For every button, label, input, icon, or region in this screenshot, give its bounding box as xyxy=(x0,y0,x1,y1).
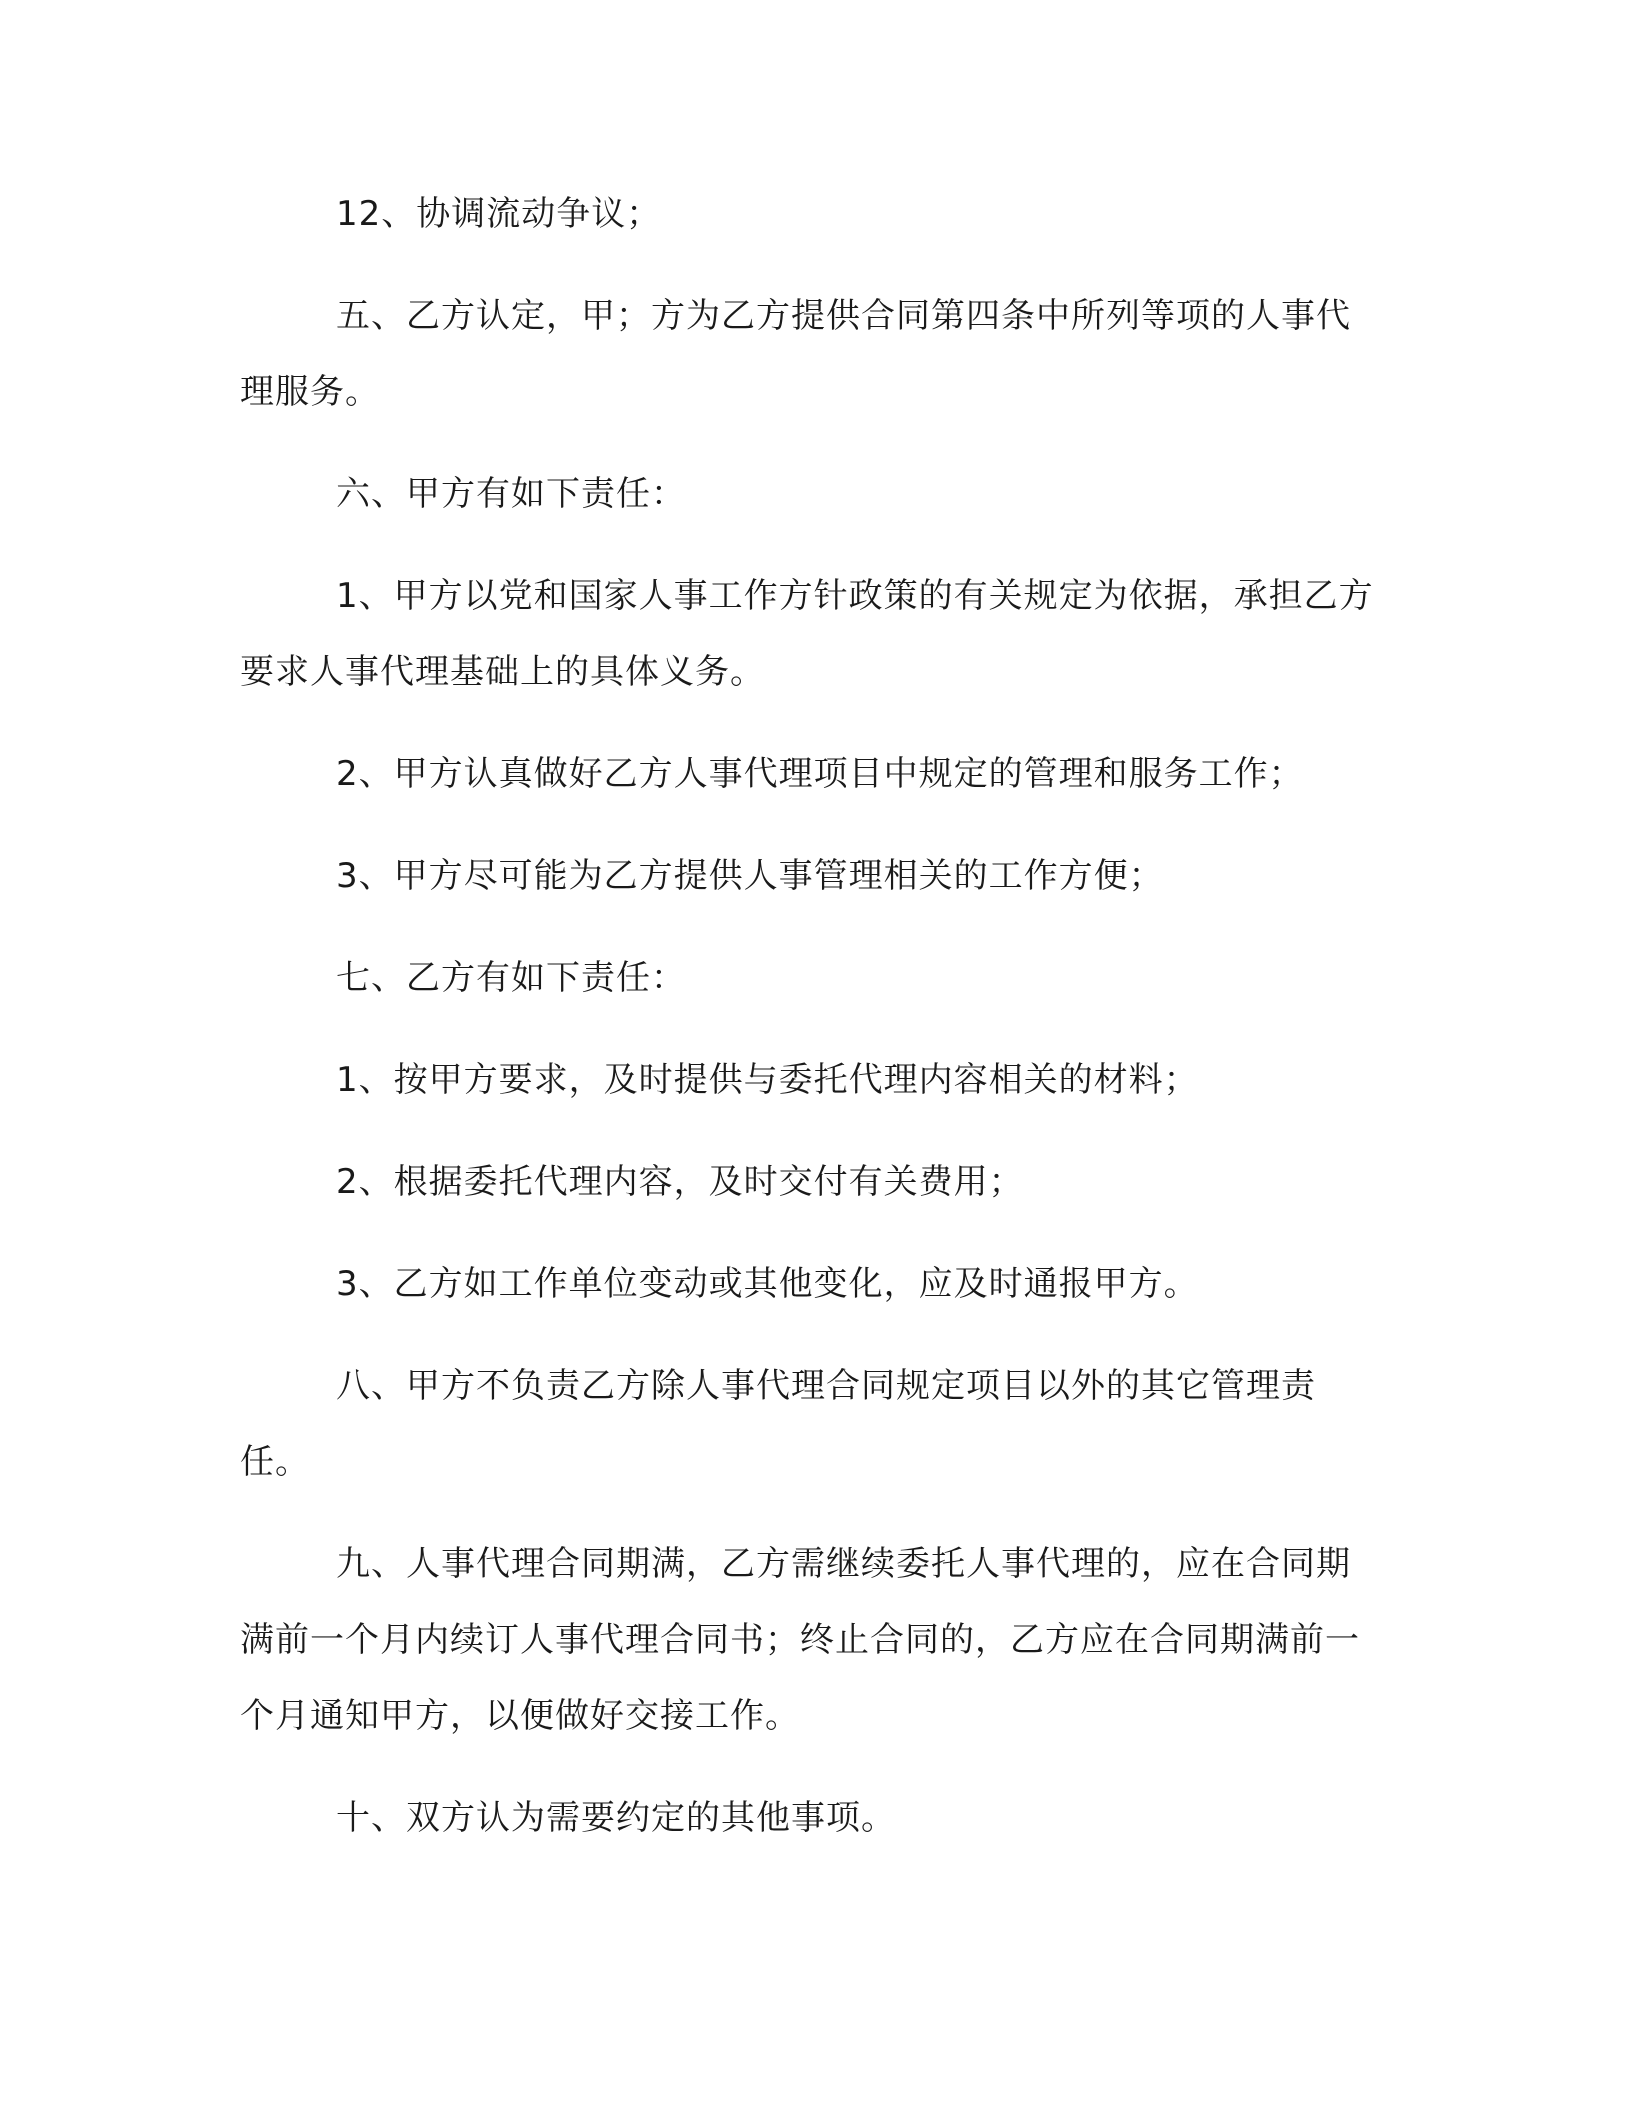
clause-7-item-3: 3、乙方如工作单位变动或其他变化，应及时通报甲方。 xyxy=(336,1264,1199,1304)
clause-5-agency-service: 五、乙方认定，甲；方为乙方提供合同第四条中所列等项的人事代理服务。 xyxy=(240,296,1351,412)
clause-7-item-2: 2、根据委托代理内容，及时交付有关费用； xyxy=(336,1162,1024,1202)
clause-9-renewal: 九、人事代理合同期满，乙方需继续委托人事代理的，应在合同期满前一个月内续订人事代理合同书；终止合同的，乙方应在合同期满前一个月通知甲方，以便做好交接工作。 xyxy=(240,1544,1360,1736)
clause-8-liability: 八、甲方不负责乙方除人事代理合同规定项目以外的其它管理责任。 xyxy=(240,1366,1316,1482)
clause-12-mobility-disputes: 12、协调流动争议； xyxy=(336,194,662,234)
clause-7-heading: 七、乙方有如下责任： xyxy=(336,958,686,998)
clause-6-heading: 六、甲方有如下责任： xyxy=(336,474,686,514)
clause-6-item-1: 1、甲方以党和国家人事工作方针政策的有关规定为依据，承担乙方要求人事代理基础上的具体义务。 xyxy=(240,576,1374,692)
document-body xyxy=(240,176,1380,1882)
clause-10-other-matters: 十、双方认为需要约定的其他事项。 xyxy=(336,1798,896,1838)
clause-6-item-2: 2、甲方认真做好乙方人事代理项目中规定的管理和服务工作； xyxy=(336,754,1304,794)
clause-6-item-3: 3、甲方尽可能为乙方提供人事管理相关的工作方便； xyxy=(336,856,1164,896)
clause-7-item-1: 1、按甲方要求，及时提供与委托代理内容相关的材料； xyxy=(336,1060,1199,1100)
